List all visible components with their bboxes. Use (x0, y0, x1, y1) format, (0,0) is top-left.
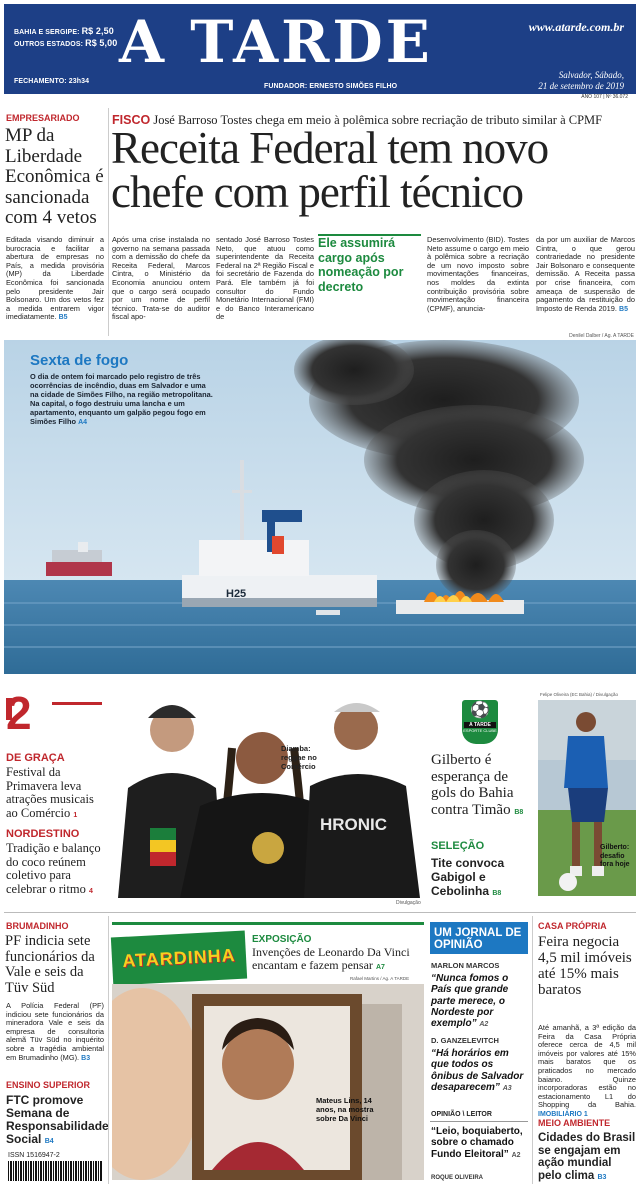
price-other-value: R$ 5,00 (85, 38, 118, 48)
a-tarde-ec-badge (462, 700, 498, 744)
closing-time: FECHAMENTO: 23h34 (14, 78, 90, 85)
davinci-credit: Rafael Martins / Ag. A TARDE (350, 976, 410, 981)
gilberto-credit: Felipe Oliveira (EC Bahia) / Divulgação (540, 692, 619, 697)
musician-right (304, 703, 420, 898)
headline-mp-liberdade[interactable]: MP da Liberdade Econômica é sancionada com 4 vetos (5, 125, 104, 228)
kicker-exposicao: EXPOSIÇÃO (252, 934, 312, 945)
body-brumadinho (6, 1002, 104, 1063)
badge-line-2: ESPORTE CLUBE (463, 728, 497, 733)
page-ref: B5 (58, 314, 68, 322)
author-roque: ROQUE OLIVEIRA (431, 1175, 484, 1181)
headline-festival[interactable] (6, 766, 106, 822)
kicker-brumadinho: BRUMADINHO (6, 921, 69, 931)
kicker-nordestino: NORDESTINO (6, 828, 80, 840)
page-ref: A2 (511, 1151, 521, 1159)
pull-quote: Ele assumirá cargo após nomeação por decreto (318, 236, 404, 294)
page-ref: B8 (514, 808, 524, 816)
page-ref: IMOBILIÁRIO 1 (538, 1110, 588, 1118)
mateus-caption: Mateus Lins, 14 anos, na mostra sobre Da Vinci (316, 1096, 374, 1123)
caption-text: O dia de ontem foi marcado pelo registro de três ocorrências de incêndio, duas em Salvador e uma na cidade de Simões Filho, na região metropolitana. Na capital, o fogo destruiu uma lancha e um apartamento, enquanto um galpão pegou fogo em Simões Filho (30, 372, 213, 426)
gilberto-caption: Gilberto: desafio fora hoje (600, 844, 630, 868)
page-ref: A4 (78, 419, 88, 426)
kicker-meio-ambiente: MEIO AMBIENTE (538, 1118, 611, 1128)
quote-text: “Nunca fomos o País que grande parte merece, o Nordeste por exemplo” (431, 973, 509, 1030)
quote-ganzelevitch[interactable] (431, 1048, 528, 1094)
headline-pf-indicia[interactable]: PF indicia sete funcionários da Vale e seis da Tüv Süd (5, 933, 95, 996)
page-ref: A2 (479, 1021, 489, 1029)
main-col-1: Após uma crise instalada no governo na semana passada com a demissão do chefe da Receita Federal, Marcos Cintra, o Ministério da Economia anunciou ontem que o cargo será ocupado por um nome de perfil técnico. Trata-se do auditor fiscal apo- (112, 235, 210, 322)
headline-text: Gilberto é esperança de gols do Bahia contra Timão (431, 752, 514, 818)
headline-clima[interactable] (538, 1132, 636, 1184)
caderno-2-bar (52, 702, 102, 705)
quote-text: “Leio, boquiaberto, sobre o chamado Fundo Eleitoral” (431, 1126, 523, 1160)
issn: ISSN 1516947-2 (8, 1152, 60, 1159)
headline-tite[interactable] (431, 856, 535, 901)
col4-text: da por um auxiliar de Marcos Cintra, o que gerou contrariedade no presidente Jair Bolsonaro e consequente demissão. A Receita passa por crise financeira, com ameaça de suspensão de pagamento da restituição do Imposto de Renda 2019. (536, 235, 635, 313)
author-ganzelevitch: D. GANZELEVITCH (431, 1036, 499, 1045)
quote-leitor[interactable] (431, 1126, 528, 1161)
kicker-fisco: FISCO (112, 113, 151, 127)
body-text: Editada visando diminuir a burocracia e facilitar a abertura de empresas no País, a medida provisória (MP) da Liberdade Econômica foi sancionada pelo presidente Jair Bolsonaro. Um dos vetos fez a medida entrarem vigor imediatamente. (6, 235, 104, 322)
price-regional-value: R$ 2,50 (81, 26, 114, 36)
page-ref: B3 (81, 1054, 91, 1062)
price-regional (14, 26, 114, 36)
section-rule (4, 912, 636, 913)
quote-text: “Há horários em que todos os ônibus de Salvador desaparecem” (431, 1048, 524, 1093)
caderno-2-logo[interactable]: 2 (6, 687, 32, 739)
main-headline[interactable]: Receita Federal tem novo chefe com perfil técnico (111, 123, 549, 217)
photo-caption (30, 372, 215, 427)
kicker-text: José Barroso Tostes chega em meio à polêmica sobre recriação de tributo similar à CPMF (153, 113, 603, 127)
boat-hull-number: H25 (226, 588, 247, 600)
kicker-selecao: SELEÇÃO (431, 840, 485, 852)
main-col-4 (536, 236, 635, 314)
page-ref: B5 (619, 305, 628, 313)
website-link[interactable]: www.atarde.com.br (528, 20, 624, 34)
dateline (538, 70, 624, 92)
page-ref: 1 (73, 811, 78, 819)
opinion-box: UM JORNAL DE OPINIÃO (430, 924, 528, 954)
founder-line: FUNDADOR: ERNESTO SIMÕES FILHO (264, 83, 398, 90)
diamba-band-photo[interactable] (110, 688, 424, 898)
page-ref: B3 (597, 1173, 607, 1181)
main-col-2: sentado José Barroso Tostes Neto, que atuou como superintendente da Receita Federal na 2ª Região Fiscal e foi secretário de Fazenda do Pará. Ele também já foi consultor do Fundo Monetário Internacional (FMI) e do Banco Interamericano de (216, 235, 314, 322)
price-regional-label: BAHIA E SERGIPE: (14, 29, 80, 36)
price-other-label: OUTROS ESTADOS: (14, 41, 84, 48)
column-divider (532, 916, 533, 1184)
soccer-ball-icon: ⚽ (470, 702, 490, 719)
photo-title[interactable]: Sexta de fogo (30, 352, 129, 369)
page-ref: B4 (44, 1138, 54, 1145)
leitor-rule (430, 1121, 528, 1122)
column-divider (108, 108, 109, 336)
price-other (14, 38, 117, 48)
atardinha-logo[interactable] (111, 931, 247, 986)
kicker-de-graca: DE GRAÇA (6, 752, 65, 764)
newspaper-logo[interactable]: A TARDE (119, 8, 433, 76)
edition-number: ANO 107 | Nº 36.072 (581, 94, 628, 100)
page-ref: B8 (492, 890, 502, 897)
headline-text: Tite convoca Gabigol e Cebolinha (431, 856, 505, 898)
main-col-3: Desenvolvimento (BID). Tostes Neto assume o cargo em meio à polêmica sobre a recriação de um novo imposto sobre movimentações financeiras, nos moldes da extinta contribuição provisória sobre movimentação financeira (CPMF), anuncia- (427, 235, 529, 313)
barcode (8, 1161, 102, 1181)
kicker-ensino: ENSINO SUPERIOR (6, 1080, 91, 1090)
author-marlon: MARLON MARCOS (431, 961, 500, 970)
mateus-photo[interactable] (112, 984, 424, 1180)
headline-coco[interactable] (6, 842, 106, 898)
page-ref: 4 (88, 887, 93, 895)
kicker-empresariado: EMPRESARIADO (6, 113, 80, 123)
quote-marlon[interactable] (431, 973, 528, 1030)
headline-text: Invenções de Leonardo Da Vinci encantam e fazem pensar (252, 945, 410, 972)
issue-date: 21 de setembro de 2019 (538, 81, 624, 91)
headline-text: FTC promove Semana de Responsabilidade Social (6, 1093, 109, 1146)
city-day: Salvador, Sábado, (558, 70, 624, 80)
atardinha-rule (112, 922, 424, 925)
kicker-casa-propria: CASA PRÓPRIA (538, 921, 607, 931)
headline-text: Festival da Primavera leva atrações musicais ao Comércio (6, 765, 94, 820)
masthead (4, 4, 636, 94)
headline-feira[interactable]: Feira negocia 4,5 mil imóveis até 15% mais baratos (538, 934, 632, 998)
column-divider (108, 916, 109, 1184)
body-feira (538, 1024, 636, 1120)
body-mp-liberdade (6, 236, 104, 323)
page-ref: A7 (375, 964, 385, 971)
photo-credit: Denilel Dalber / Ag. A TARDE (569, 333, 634, 339)
atardinha-logo-text: ATARDINHA (121, 944, 237, 971)
page-ref: A3 (502, 1084, 512, 1092)
headline-text: Cidades do Brasil se engajam em ação mundial pelo clima (538, 1132, 636, 1182)
body-text: Até amanhã, a 3ª edição da Feira da Casa Própria oferece cerca de 4,5 mil imóveis por valores até 15% mais baratos que os praticados no mercado baiano. Quinze incorporadoras estão no estacionamento L1 do Shopping da Bahia. (538, 1023, 636, 1110)
headline-gilberto[interactable] (431, 752, 535, 821)
diamba-credit: Divulgação (396, 900, 421, 906)
headline-da-vinci[interactable] (252, 946, 422, 974)
diamba-caption: Diamba: reggae no Comércio (281, 744, 317, 771)
badge-line-1: A TARDE (464, 722, 496, 728)
shirt-text: HRONIC (320, 815, 388, 834)
headline-text: Tradição e balanço do coco reúnem coletivo para celebrar o ritmo (6, 841, 101, 896)
headline-ftc[interactable] (6, 1093, 109, 1148)
body-text: A Polícia Federal (PF) indiciou sete funcionários da mineradora Vale e seis da empresa de consultoria alemã Tüv Süd no inquérito sobre a tragédia ambiental em Brumadinho (MG). (6, 1001, 104, 1062)
opinion-leitor-label: OPINIÃO \ LEITOR (431, 1111, 492, 1118)
